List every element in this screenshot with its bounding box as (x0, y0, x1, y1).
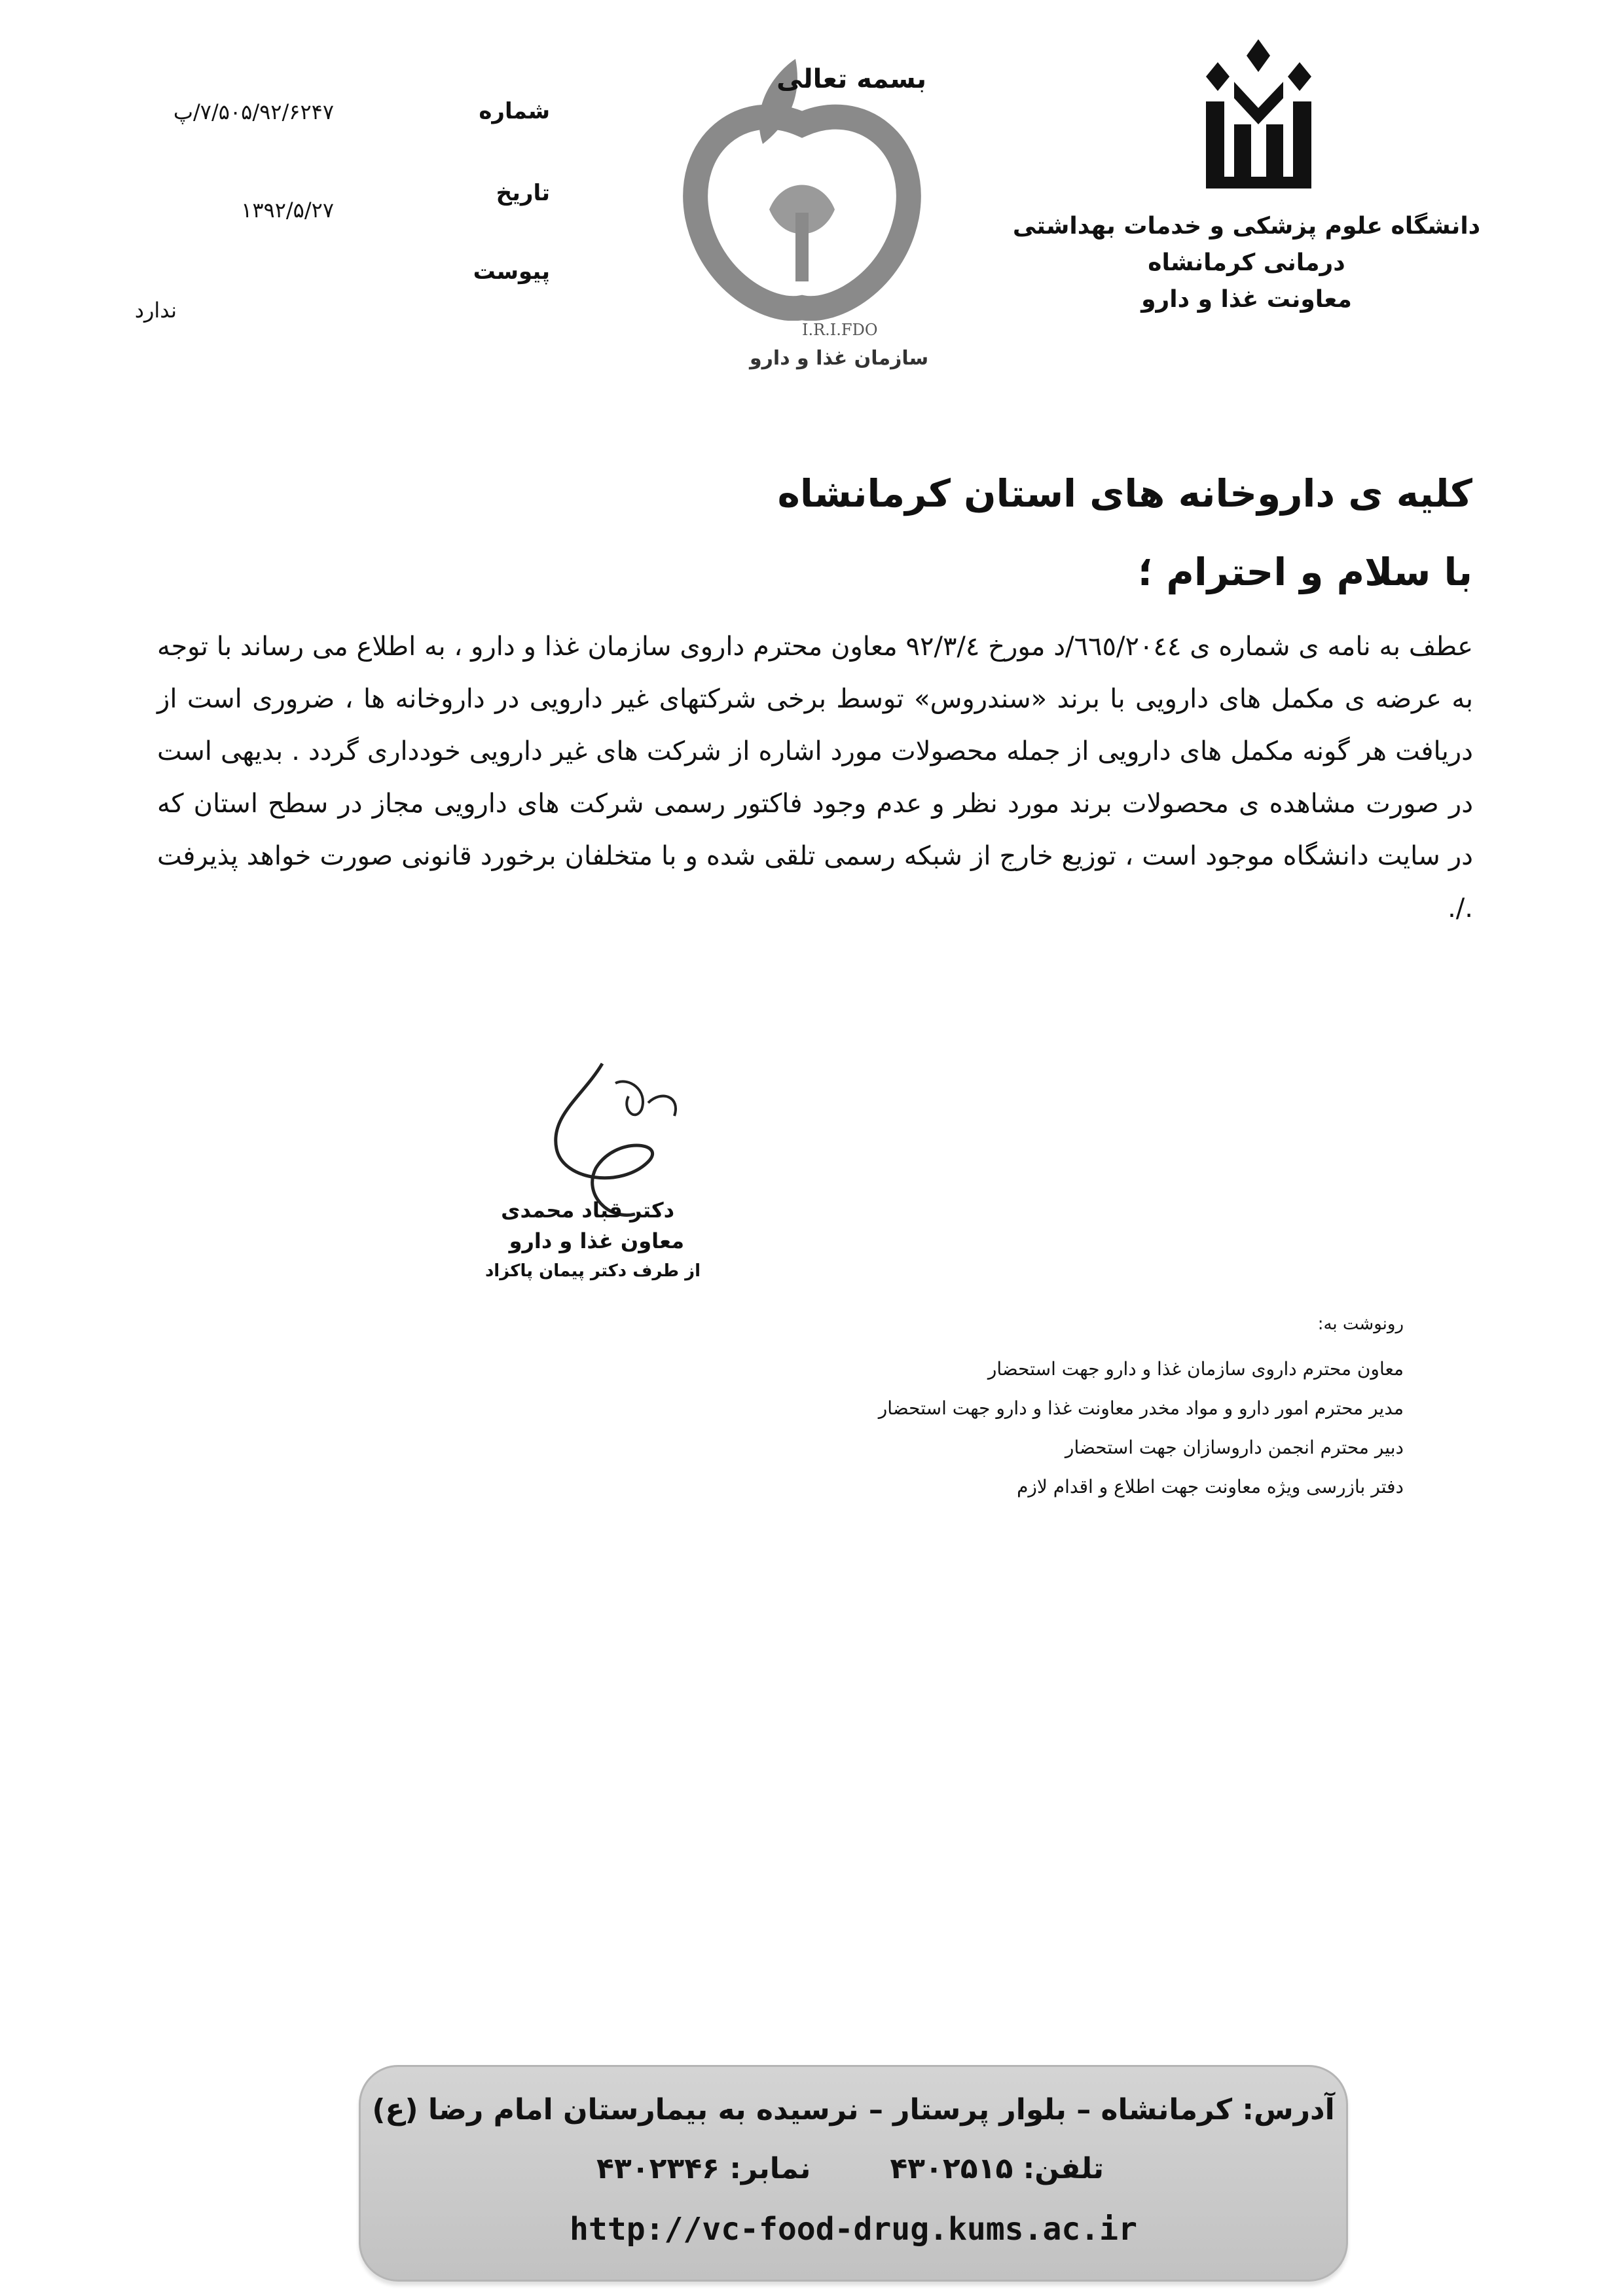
cc-item: دفتر بازرسی ویژه معاونت جهت اطلاع و اقدام لازم (1017, 1476, 1404, 1498)
fda-logo-name: سازمان غذا و دارو (750, 347, 929, 370)
cc-item: معاون محترم داروی سازمان غذا و دارو جهت استحضار (987, 1358, 1404, 1380)
cc-item: مدیر محترم امور دارو و مواد مخدر معاونت غذا و دارو جهت استحضار (878, 1397, 1404, 1419)
number-label: شماره (479, 98, 550, 124)
university-name-line: دانشگاه علوم پزشکی و خدمات بهداشتی درمانی کرمانشاه (1012, 213, 1481, 276)
cc-list (879, 1350, 1404, 1507)
footer-phone: تلفن: ۴۳۰۲۵۱۵ (890, 2152, 1104, 2185)
basmala: بسمه تعالی (776, 64, 926, 94)
footer-contact-box (359, 2065, 1348, 2282)
footer-url: http://vc-food-drug.kums.ac.ir (570, 2211, 1137, 2248)
fda-logo-latin: I.R.I.FDO (802, 321, 878, 339)
fda-logo (671, 46, 933, 380)
footer-fax: نمابر: ۴۳۰۲۳۴۶ (596, 2152, 811, 2185)
university-name (1011, 208, 1482, 318)
letter-greeting: با سلام و احترام ؛ (1138, 550, 1472, 594)
letter-recipient: کلیه ی داروخانه های استان کرمانشاه (777, 471, 1472, 516)
signature-on-behalf: از طرف دکتر پیمان پاکزاد (484, 1261, 701, 1281)
attachment-label: پیوست (473, 259, 550, 285)
number-value: ۷/۵۰۵/۹۲/۶۲۴۷/پ (173, 99, 334, 124)
cc-item: دبیر محترم انجمن داروسازان جهت استحضار (1065, 1437, 1404, 1458)
footer-address: آدرس: کرمانشاه – بلوار پرستار – نرسیده به بیمارستان امام رضا (ع) (372, 2093, 1335, 2126)
date-label: تاریخ (496, 180, 550, 206)
signature-stamp (452, 1057, 714, 1319)
signature-name: دکتر قباد محمدی (501, 1198, 674, 1223)
date-value: ۱۳۹۲/۵/۲۷ (241, 198, 334, 223)
signature-title: معاون غذا و دارو (509, 1229, 684, 1253)
attachment-value: ندارد (134, 298, 177, 323)
university-logo-icon (1198, 36, 1319, 196)
letter-body: عطف به نامه ی شماره ی ٦٦٥/٢٠٤٤/د مورخ ٩٢/٣/٤ معاون محترم داروی سازمان غذا و دارو ، به اطلاع می رساند با توجه به عرضه ی مکمل های دارویی با برند «سندروس» توسط برخی شرکتهای غیر دارویی در داروخانه ها ، ضروری است از دریافت هر گونه مکمل های دارویی از جمله محصولات مورد اشاره از شرکت های غیر دارویی خودداری گردد . بدیهی است در صورت مشاهده ی محصولات برند مورد نظر و عدم وجود فاکتور رسمی شرکت های دارویی مجاز در سطح استان که در سایت دانشگاه موجود است ، توزیع خارج از شبکه رسمی تلقی شده و با متخلفان برخورد قانونی صورت خواهد پذیرفت ./. (157, 632, 1473, 924)
cc-title: رونوشت به: (1317, 1314, 1404, 1334)
department-name: معاونت غذا و دارو (1141, 286, 1352, 313)
